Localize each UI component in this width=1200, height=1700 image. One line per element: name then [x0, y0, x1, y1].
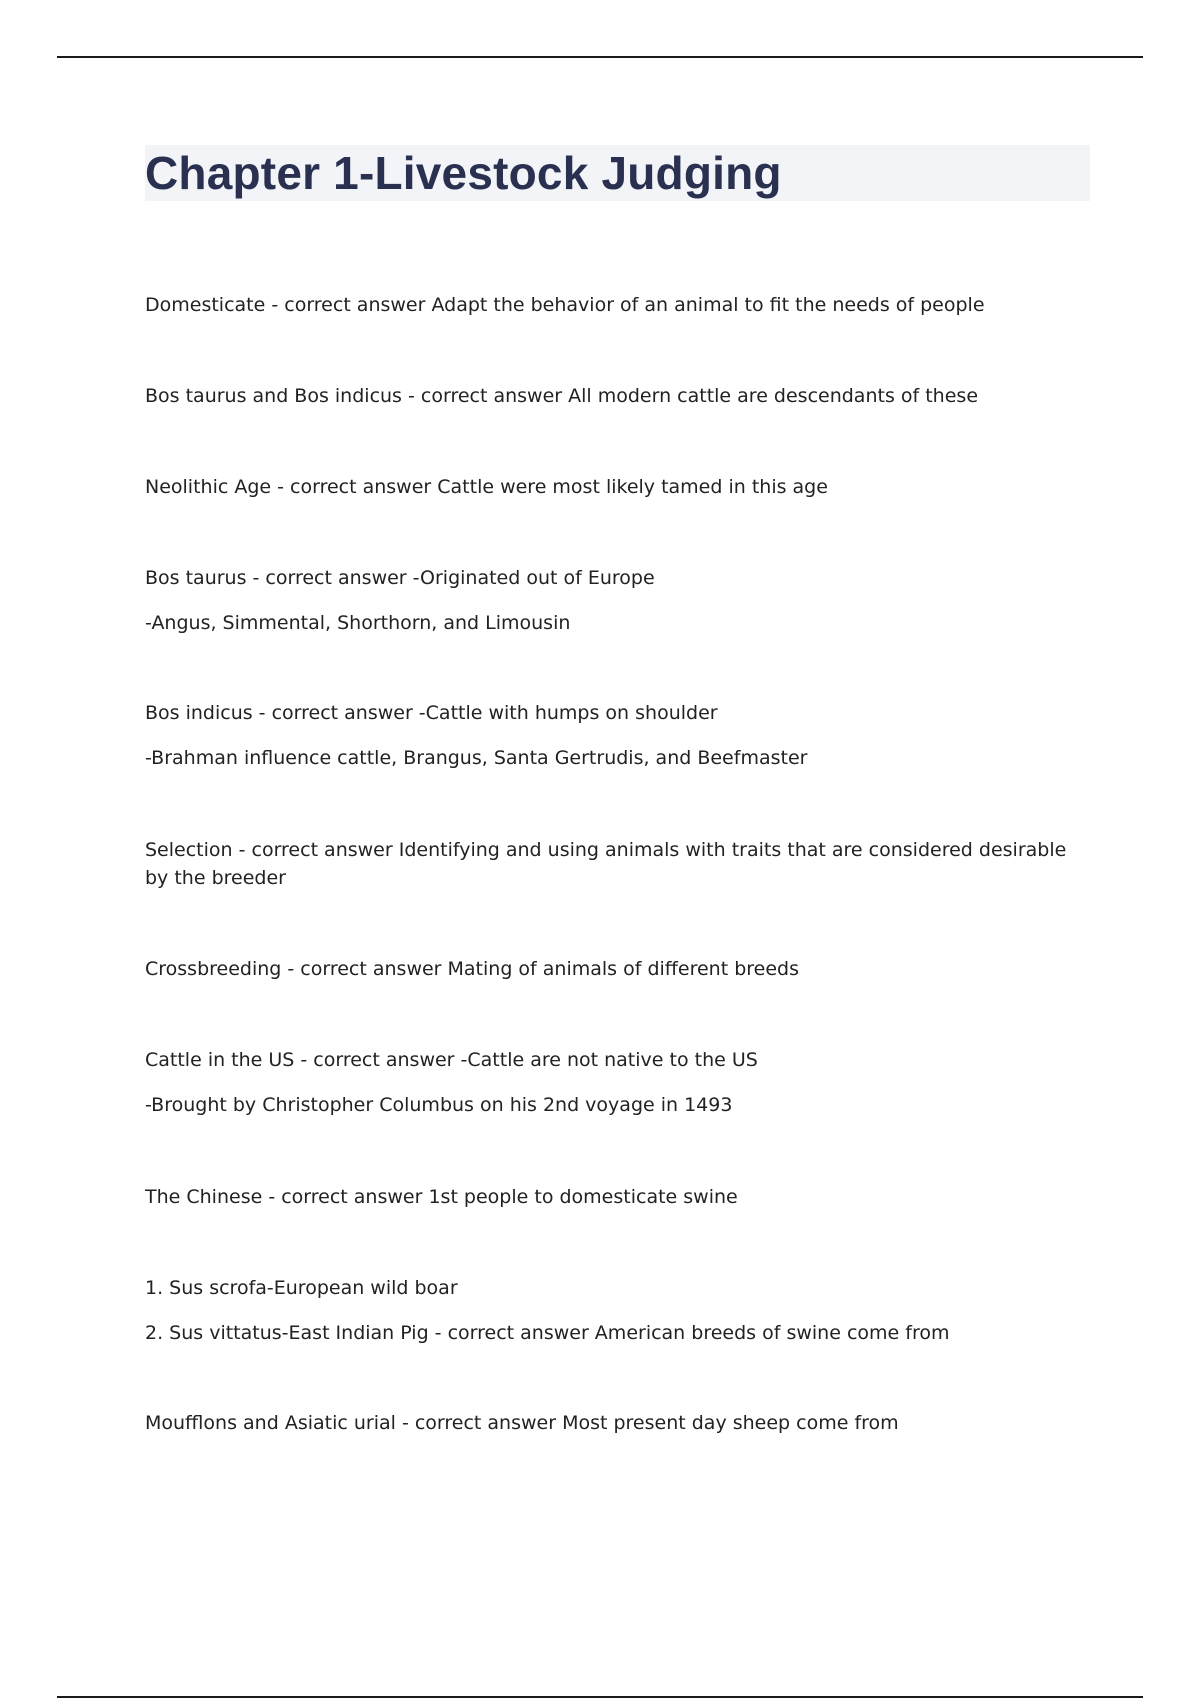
entry-line: Bos taurus and Bos indicus - correct answer All modern cattle are descendants of these — [145, 385, 979, 407]
entry-line: Domesticate - correct answer Adapt the behavior of an animal to fit the needs of people — [145, 294, 985, 316]
entry-line: 2. Sus vittatus-East Indian Pig - correct answer American breeds of swine come from — [145, 1322, 950, 1344]
entry-line: Neolithic Age - correct answer Cattle were most likely tamed in this age — [145, 476, 828, 498]
top-divider — [57, 56, 1143, 58]
entry-crossbreeding — [145, 955, 1080, 983]
entry-line: -Brahman influence cattle, Brangus, Santa Gertrudis, and Beefmaster — [145, 747, 808, 769]
entry-domesticate — [145, 291, 1080, 319]
entry-neolithic-age — [145, 473, 1080, 501]
entry-line: Selection - correct answer Identifying and using animals with traits that are considered desirable by the breeder — [145, 839, 1067, 889]
entry-bos-taurus-and-indicus — [145, 382, 1080, 410]
entry-line: Bos indicus - correct answer -Cattle with humps on shoulder — [145, 702, 718, 724]
entry-line: Bos taurus - correct answer -Originated out of Europe — [145, 567, 655, 589]
bottom-divider — [57, 1696, 1143, 1698]
entry-line: Cattle in the US - correct answer -Cattle are not native to the US — [145, 1049, 758, 1071]
entry-swine-origins — [145, 1274, 1080, 1347]
page-title: Chapter 1-Livestock Judging — [145, 147, 782, 199]
entry-bos-indicus — [145, 699, 1080, 772]
entry-line: Moufflons and Asiatic urial - correct answer Most present day sheep come from — [145, 1412, 899, 1434]
entry-line: -Angus, Simmental, Shorthorn, and Limousin — [145, 612, 571, 634]
entry-selection — [145, 836, 1080, 892]
entry-line: The Chinese - correct answer 1st people to domesticate swine — [145, 1186, 738, 1208]
entry-cattle-in-the-us — [145, 1046, 1080, 1119]
entry-bos-taurus — [145, 564, 1080, 637]
entry-the-chinese — [145, 1183, 1080, 1211]
entry-moufflons — [145, 1409, 1080, 1437]
entry-line: -Brought by Christopher Columbus on his 2nd voyage in 1493 — [145, 1094, 733, 1116]
entry-line: 1. Sus scrofa-European wild boar — [145, 1277, 458, 1299]
entry-line: Crossbreeding - correct answer Mating of animals of different breeds — [145, 958, 799, 980]
